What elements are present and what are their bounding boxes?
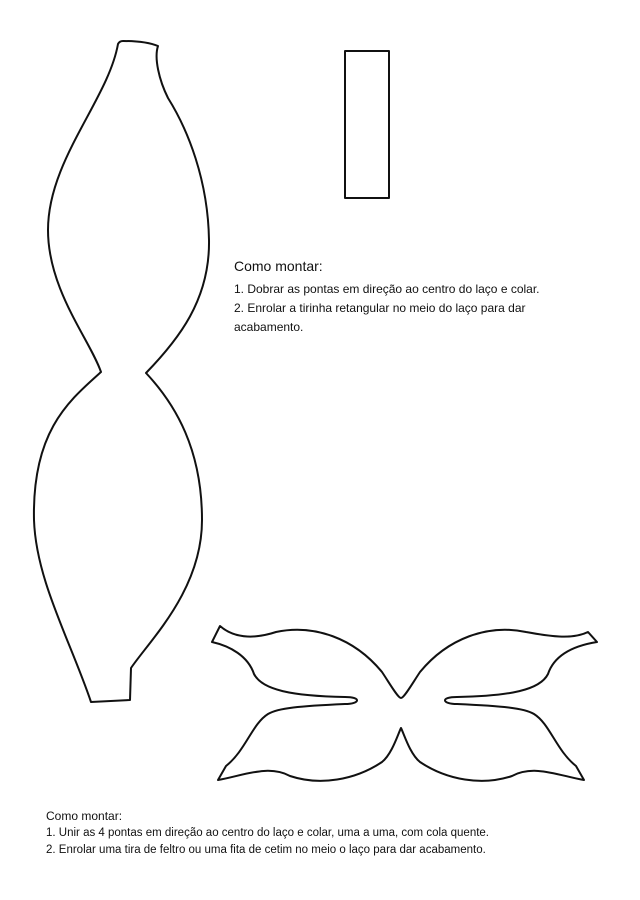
assembly-instructions-bottom xyxy=(46,808,626,859)
instructions-title: Como montar: xyxy=(46,809,123,823)
assembly-instructions-top xyxy=(234,258,594,337)
bow-loop-piece-outline xyxy=(34,41,209,702)
instruction-step: 2. Enrolar uma tira de feltro ou uma fita de cetim no meio o laço para dar acabamento. xyxy=(46,844,486,856)
center-strip-outline xyxy=(345,51,389,198)
instruction-step: 1. Unir as 4 pontas em direção ao centro do laço e colar, uma a uma, com cola quente. xyxy=(46,827,489,839)
instructions-title: Como montar: xyxy=(234,258,323,274)
four-point-bow-outline xyxy=(212,626,597,781)
instruction-step: 1. Dobrar as pontas em direção ao centro do laço e colar. xyxy=(234,282,540,296)
instruction-step: 2. Enrolar a tirinha retangular no meio do laço para dar acabamento. xyxy=(234,301,526,334)
